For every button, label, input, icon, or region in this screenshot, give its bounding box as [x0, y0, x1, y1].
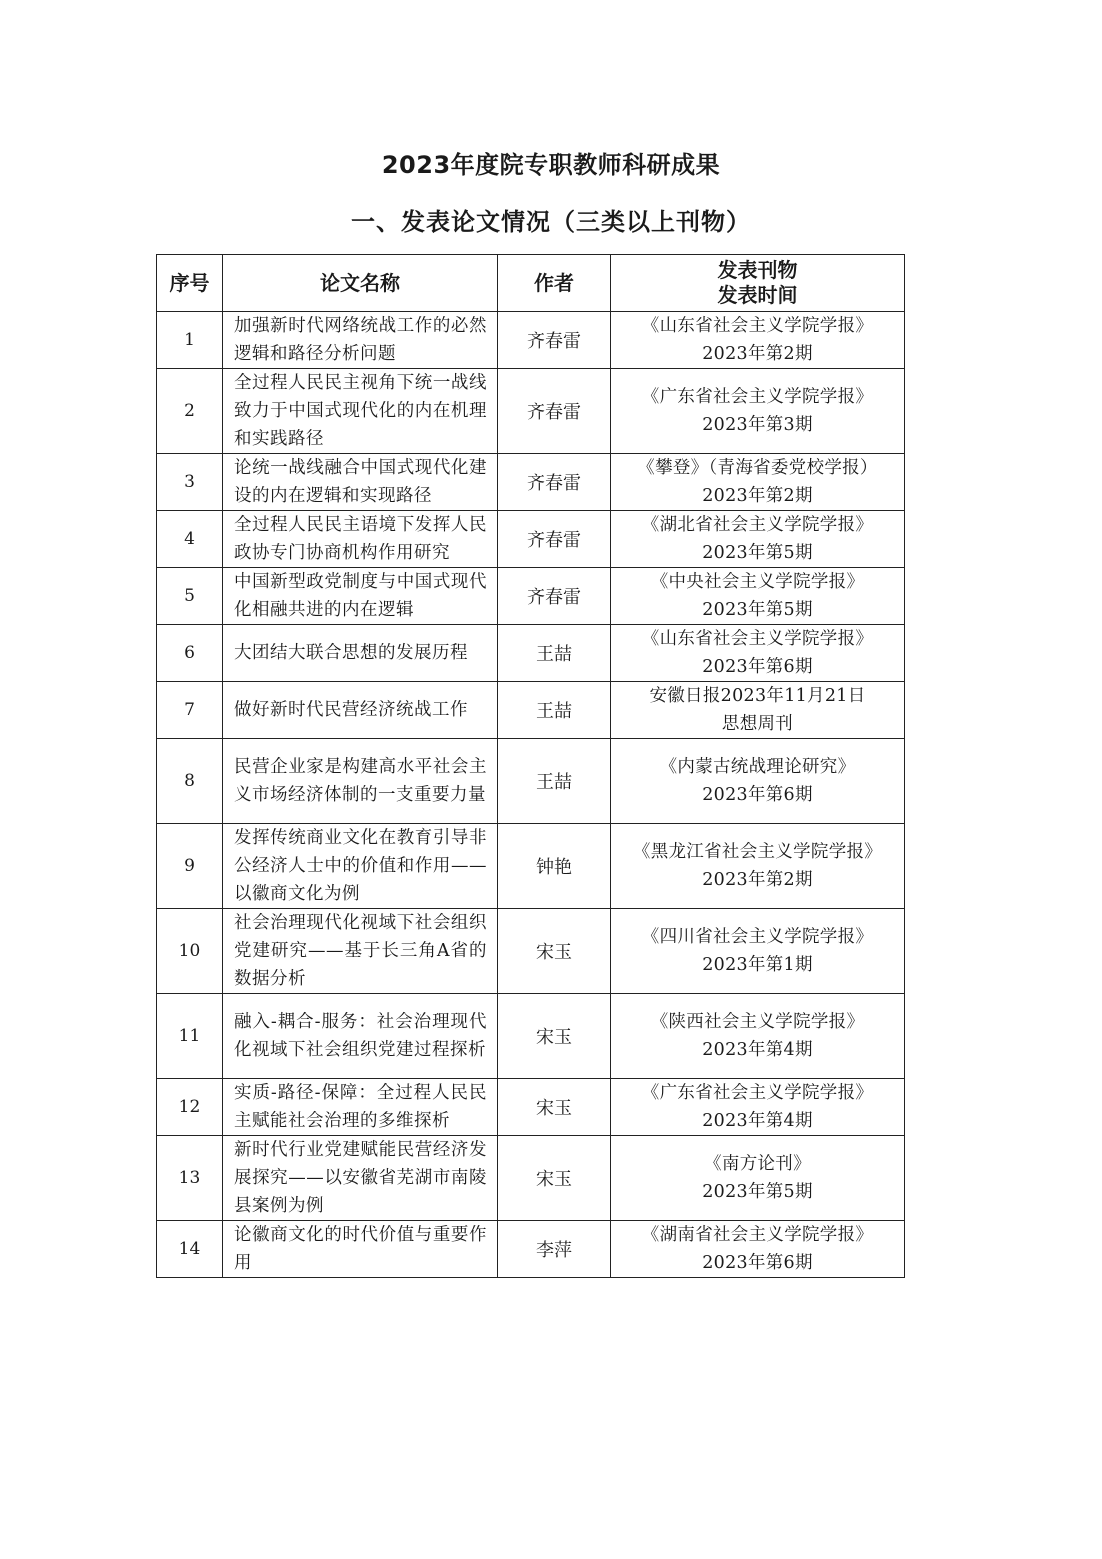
paper-author: 宋玉 — [498, 1079, 611, 1136]
publish-date: 2023年第4期 — [702, 1040, 813, 1060]
row-number: 2 — [157, 369, 223, 454]
table-row — [157, 739, 905, 824]
table-row — [157, 824, 905, 909]
publish-date: 2023年第6期 — [702, 657, 813, 677]
paper-title: 新时代行业党建赋能民营经济发展探究——以安徽省芜湖市南陵县案例为例 — [223, 1136, 498, 1221]
paper-author: 齐春雷 — [498, 454, 611, 511]
journal-name: 《广东省社会主义学院学报》 — [641, 1083, 874, 1103]
publish-date: 2023年第2期 — [702, 344, 813, 364]
publish-date: 2023年第5期 — [702, 1182, 813, 1202]
table-row — [157, 511, 905, 568]
table-row — [157, 1221, 905, 1278]
journal-name: 《四川省社会主义学院学报》 — [641, 927, 874, 947]
row-number: 1 — [157, 312, 223, 369]
paper-author: 宋玉 — [498, 1136, 611, 1221]
header-journal-line2: 发表时间 — [717, 283, 798, 307]
row-number: 12 — [157, 1079, 223, 1136]
papers-table — [156, 254, 905, 1278]
row-number: 6 — [157, 625, 223, 682]
publish-date: 思想周刊 — [721, 714, 794, 734]
paper-journal-cell — [611, 824, 905, 909]
header-journal-line1: 发表刊物 — [717, 258, 798, 282]
table-row — [157, 312, 905, 369]
paper-author: 王喆 — [498, 682, 611, 739]
row-number: 13 — [157, 1136, 223, 1221]
paper-author: 齐春雷 — [498, 568, 611, 625]
journal-name: 《湖南省社会主义学院学报》 — [641, 1225, 874, 1245]
paper-title: 中国新型政党制度与中国式现代化相融共进的内在逻辑 — [223, 568, 498, 625]
paper-author: 王喆 — [498, 739, 611, 824]
journal-name: 《中央社会主义学院学报》 — [650, 572, 865, 592]
paper-journal-cell — [611, 1136, 905, 1221]
publish-date: 2023年第4期 — [702, 1111, 813, 1131]
paper-title: 加强新时代网络统战工作的必然逻辑和路径分析问题 — [223, 312, 498, 369]
paper-journal-cell — [611, 1221, 905, 1278]
journal-name: 《黑龙江省社会主义学院学报》 — [632, 842, 883, 862]
journal-name: 《内蒙古统战理论研究》 — [659, 757, 856, 777]
row-number: 14 — [157, 1221, 223, 1278]
paper-journal-cell — [611, 568, 905, 625]
paper-title: 全过程人民民主语境下发挥人民政协专门协商机构作用研究 — [223, 511, 498, 568]
paper-title: 发挥传统商业文化在教育引导非公经济人士中的价值和作用——以徽商文化为例 — [223, 824, 498, 909]
table-row — [157, 909, 905, 994]
journal-name: 《南方论刊》 — [704, 1154, 811, 1174]
table-header-row — [157, 255, 905, 312]
table-row — [157, 1136, 905, 1221]
publish-date: 2023年第6期 — [702, 1253, 813, 1273]
paper-journal-cell — [611, 682, 905, 739]
journal-name: 《山东省社会主义学院学报》 — [641, 316, 874, 336]
table-row — [157, 369, 905, 454]
publish-date: 2023年第5期 — [702, 600, 813, 620]
paper-title: 大团结大联合思想的发展历程 — [223, 625, 498, 682]
paper-title: 融入-耦合-服务：社会治理现代化视域下社会组织党建过程探析 — [223, 994, 498, 1079]
paper-journal-cell — [611, 739, 905, 824]
paper-author: 钟艳 — [498, 824, 611, 909]
paper-journal-cell — [611, 1079, 905, 1136]
page-title: 2023年度院专职教师科研成果 — [381, 151, 721, 179]
table-row — [157, 1079, 905, 1136]
paper-author: 李萍 — [498, 1221, 611, 1278]
paper-journal-cell — [611, 454, 905, 511]
header-no: 序号 — [157, 255, 223, 312]
publish-date: 2023年第2期 — [702, 486, 813, 506]
header-author: 作者 — [498, 255, 611, 312]
table-row — [157, 625, 905, 682]
row-number: 3 — [157, 454, 223, 511]
journal-name: 《广东省社会主义学院学报》 — [641, 387, 874, 407]
table-row — [157, 682, 905, 739]
paper-title: 全过程人民民主视角下统一战线致力于中国式现代化的内在机理和实践路径 — [223, 369, 498, 454]
row-number: 5 — [157, 568, 223, 625]
row-number: 10 — [157, 909, 223, 994]
publish-date: 2023年第5期 — [702, 543, 813, 563]
journal-name: 《陕西社会主义学院学报》 — [650, 1012, 865, 1032]
journal-name: 安徽日报2023年11月21日 — [649, 686, 866, 706]
paper-journal-cell — [611, 312, 905, 369]
publish-date: 2023年第6期 — [702, 785, 813, 805]
row-number: 4 — [157, 511, 223, 568]
paper-author: 齐春雷 — [498, 511, 611, 568]
row-number: 9 — [157, 824, 223, 909]
row-number: 11 — [157, 994, 223, 1079]
paper-title: 民营企业家是构建高水平社会主义市场经济体制的一支重要力量 — [223, 739, 498, 824]
header-journal — [611, 255, 905, 312]
paper-journal-cell — [611, 369, 905, 454]
paper-author: 宋玉 — [498, 909, 611, 994]
paper-title: 论徽商文化的时代价值与重要作用 — [223, 1221, 498, 1278]
paper-title: 实质-路径-保障：全过程人民民主赋能社会治理的多维探析 — [223, 1079, 498, 1136]
table-row — [157, 454, 905, 511]
paper-title: 论统一战线融合中国式现代化建设的内在逻辑和实现路径 — [223, 454, 498, 511]
paper-author: 宋玉 — [498, 994, 611, 1079]
paper-title: 社会治理现代化视域下社会组织党建研究——基于长三角A省的数据分析 — [223, 909, 498, 994]
publish-date: 2023年第3期 — [702, 415, 813, 435]
journal-name: 《湖北省社会主义学院学报》 — [641, 515, 874, 535]
publish-date: 2023年第1期 — [702, 955, 813, 975]
publish-date: 2023年第2期 — [702, 870, 813, 890]
paper-author: 齐春雷 — [498, 369, 611, 454]
table-row — [157, 568, 905, 625]
paper-title: 做好新时代民营经济统战工作 — [223, 682, 498, 739]
row-number: 7 — [157, 682, 223, 739]
paper-journal-cell — [611, 909, 905, 994]
paper-journal-cell — [611, 511, 905, 568]
section-title: 一、发表论文情况（三类以上刊物） — [351, 208, 751, 236]
header-title: 论文名称 — [223, 255, 498, 312]
table-row — [157, 994, 905, 1079]
paper-author: 齐春雷 — [498, 312, 611, 369]
paper-author: 王喆 — [498, 625, 611, 682]
journal-name: 《攀登》（青海省委党校学报） — [637, 458, 878, 478]
paper-journal-cell — [611, 625, 905, 682]
journal-name: 《山东省社会主义学院学报》 — [641, 629, 874, 649]
paper-journal-cell — [611, 994, 905, 1079]
row-number: 8 — [157, 739, 223, 824]
